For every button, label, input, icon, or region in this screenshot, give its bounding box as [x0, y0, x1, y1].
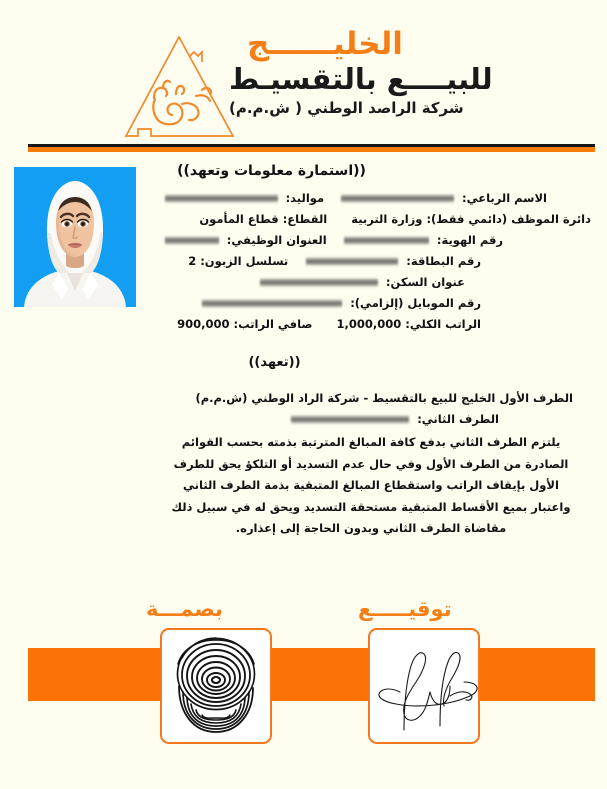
brand-line-company: شركة الراصد الوطني ( ش.م.م) — [229, 98, 464, 117]
company-logo — [118, 32, 240, 144]
pledge-section — [161, 388, 591, 540]
value-customer-sequence: 2 — [188, 254, 197, 268]
redacted-birth-year — [165, 194, 278, 203]
redacted-mobile-number — [202, 299, 342, 308]
label-card-number: رقم البطاقة: — [406, 254, 481, 268]
header-divider — [28, 144, 595, 152]
field-row-id-number — [161, 230, 591, 251]
label-net-salary: صافي الراتب: — [233, 317, 313, 331]
signature-box — [368, 628, 480, 744]
label-home-address: عنوان السكن: — [385, 275, 465, 289]
form-title: ((استمارة معلومات وتعهد)) — [177, 163, 366, 179]
field-row-card-number — [161, 251, 591, 272]
value-net-salary: 900,000 — [177, 317, 230, 331]
fingerprint-label: بصمـــة — [146, 597, 223, 621]
fingerprint-box — [160, 628, 272, 744]
brand-text-block — [229, 28, 589, 117]
label-sector: القطاع: — [282, 212, 328, 226]
applicant-photo — [14, 167, 136, 307]
label-full-name: الاسم الرباعي: — [462, 191, 547, 205]
label-job-title: العنوان الوظيفي: — [226, 233, 327, 247]
redacted-home-address — [260, 278, 378, 287]
redacted-id-number — [344, 236, 429, 245]
field-row-home-address — [161, 272, 591, 293]
pledge-party-second — [161, 409, 591, 430]
information-fields — [161, 188, 591, 335]
label-department: دائرة الموظف (دائمي فقط): — [426, 212, 591, 226]
pledge-party-first — [161, 388, 591, 409]
signature-label: توقيـــــع — [358, 597, 452, 621]
label-customer-sequence: تسلسل الزبون: — [200, 254, 289, 268]
redacted-party-second — [291, 415, 409, 424]
redacted-full-name — [341, 194, 454, 203]
brand-line-secondary: للبيــــع بالتقسيـط — [229, 61, 493, 96]
handwritten-signature-icon — [370, 630, 478, 742]
pledge-body-text: يلتزم الطرف الثاني بدفع كافة المبالغ المترتبة بذمته بحسب القوائم الصادرة من الطرف الأول وفي حال عدم التسديد أو التلكؤ يحق للطرف الأول بإيقاف الراتب واستقطاع المبالغ المتبقية بذمة الطرف الثاني واعتبار بميع الأقساط المتبقية مستحقة التسديد ويحق له في سبيل ذلك مقاضاة الطرف الثاني وبدون الحاجة إلى إعذاره. — [171, 435, 571, 535]
redacted-card-number — [306, 257, 398, 266]
label-id-number: رقم الهوية: — [436, 233, 503, 247]
field-row-mobile — [161, 293, 591, 314]
value-department: وزارة التربية — [351, 212, 423, 226]
field-row-salary — [161, 314, 591, 335]
divider-orange-rule — [28, 147, 595, 152]
label-party-first: الطرف الأول — [499, 391, 573, 405]
redacted-job-title — [165, 236, 219, 245]
field-row-department — [161, 209, 591, 230]
label-party-second: الطرف الثاني: — [417, 412, 499, 426]
document-header — [0, 0, 607, 142]
pledge-title: ((تعهد)) — [248, 355, 301, 370]
value-party-first: الخليج للبيع بالتقسيط - شركة الراد الوطني (ش.م.م) — [195, 391, 496, 405]
footer-orange-band — [28, 648, 595, 701]
value-total-salary: 1,000,000 — [336, 317, 402, 331]
label-total-salary: الراتب الكلي: — [405, 317, 481, 331]
field-row-full-name — [161, 188, 591, 209]
label-mobile-number: رقم الموبايل (إلزامي): — [350, 296, 481, 310]
brand-line-primary: الخليــــــج — [247, 26, 403, 62]
label-birth-year: مواليد: — [285, 191, 325, 205]
thumbprint-icon — [162, 630, 270, 742]
value-sector: قطاع المأمون — [199, 212, 279, 226]
